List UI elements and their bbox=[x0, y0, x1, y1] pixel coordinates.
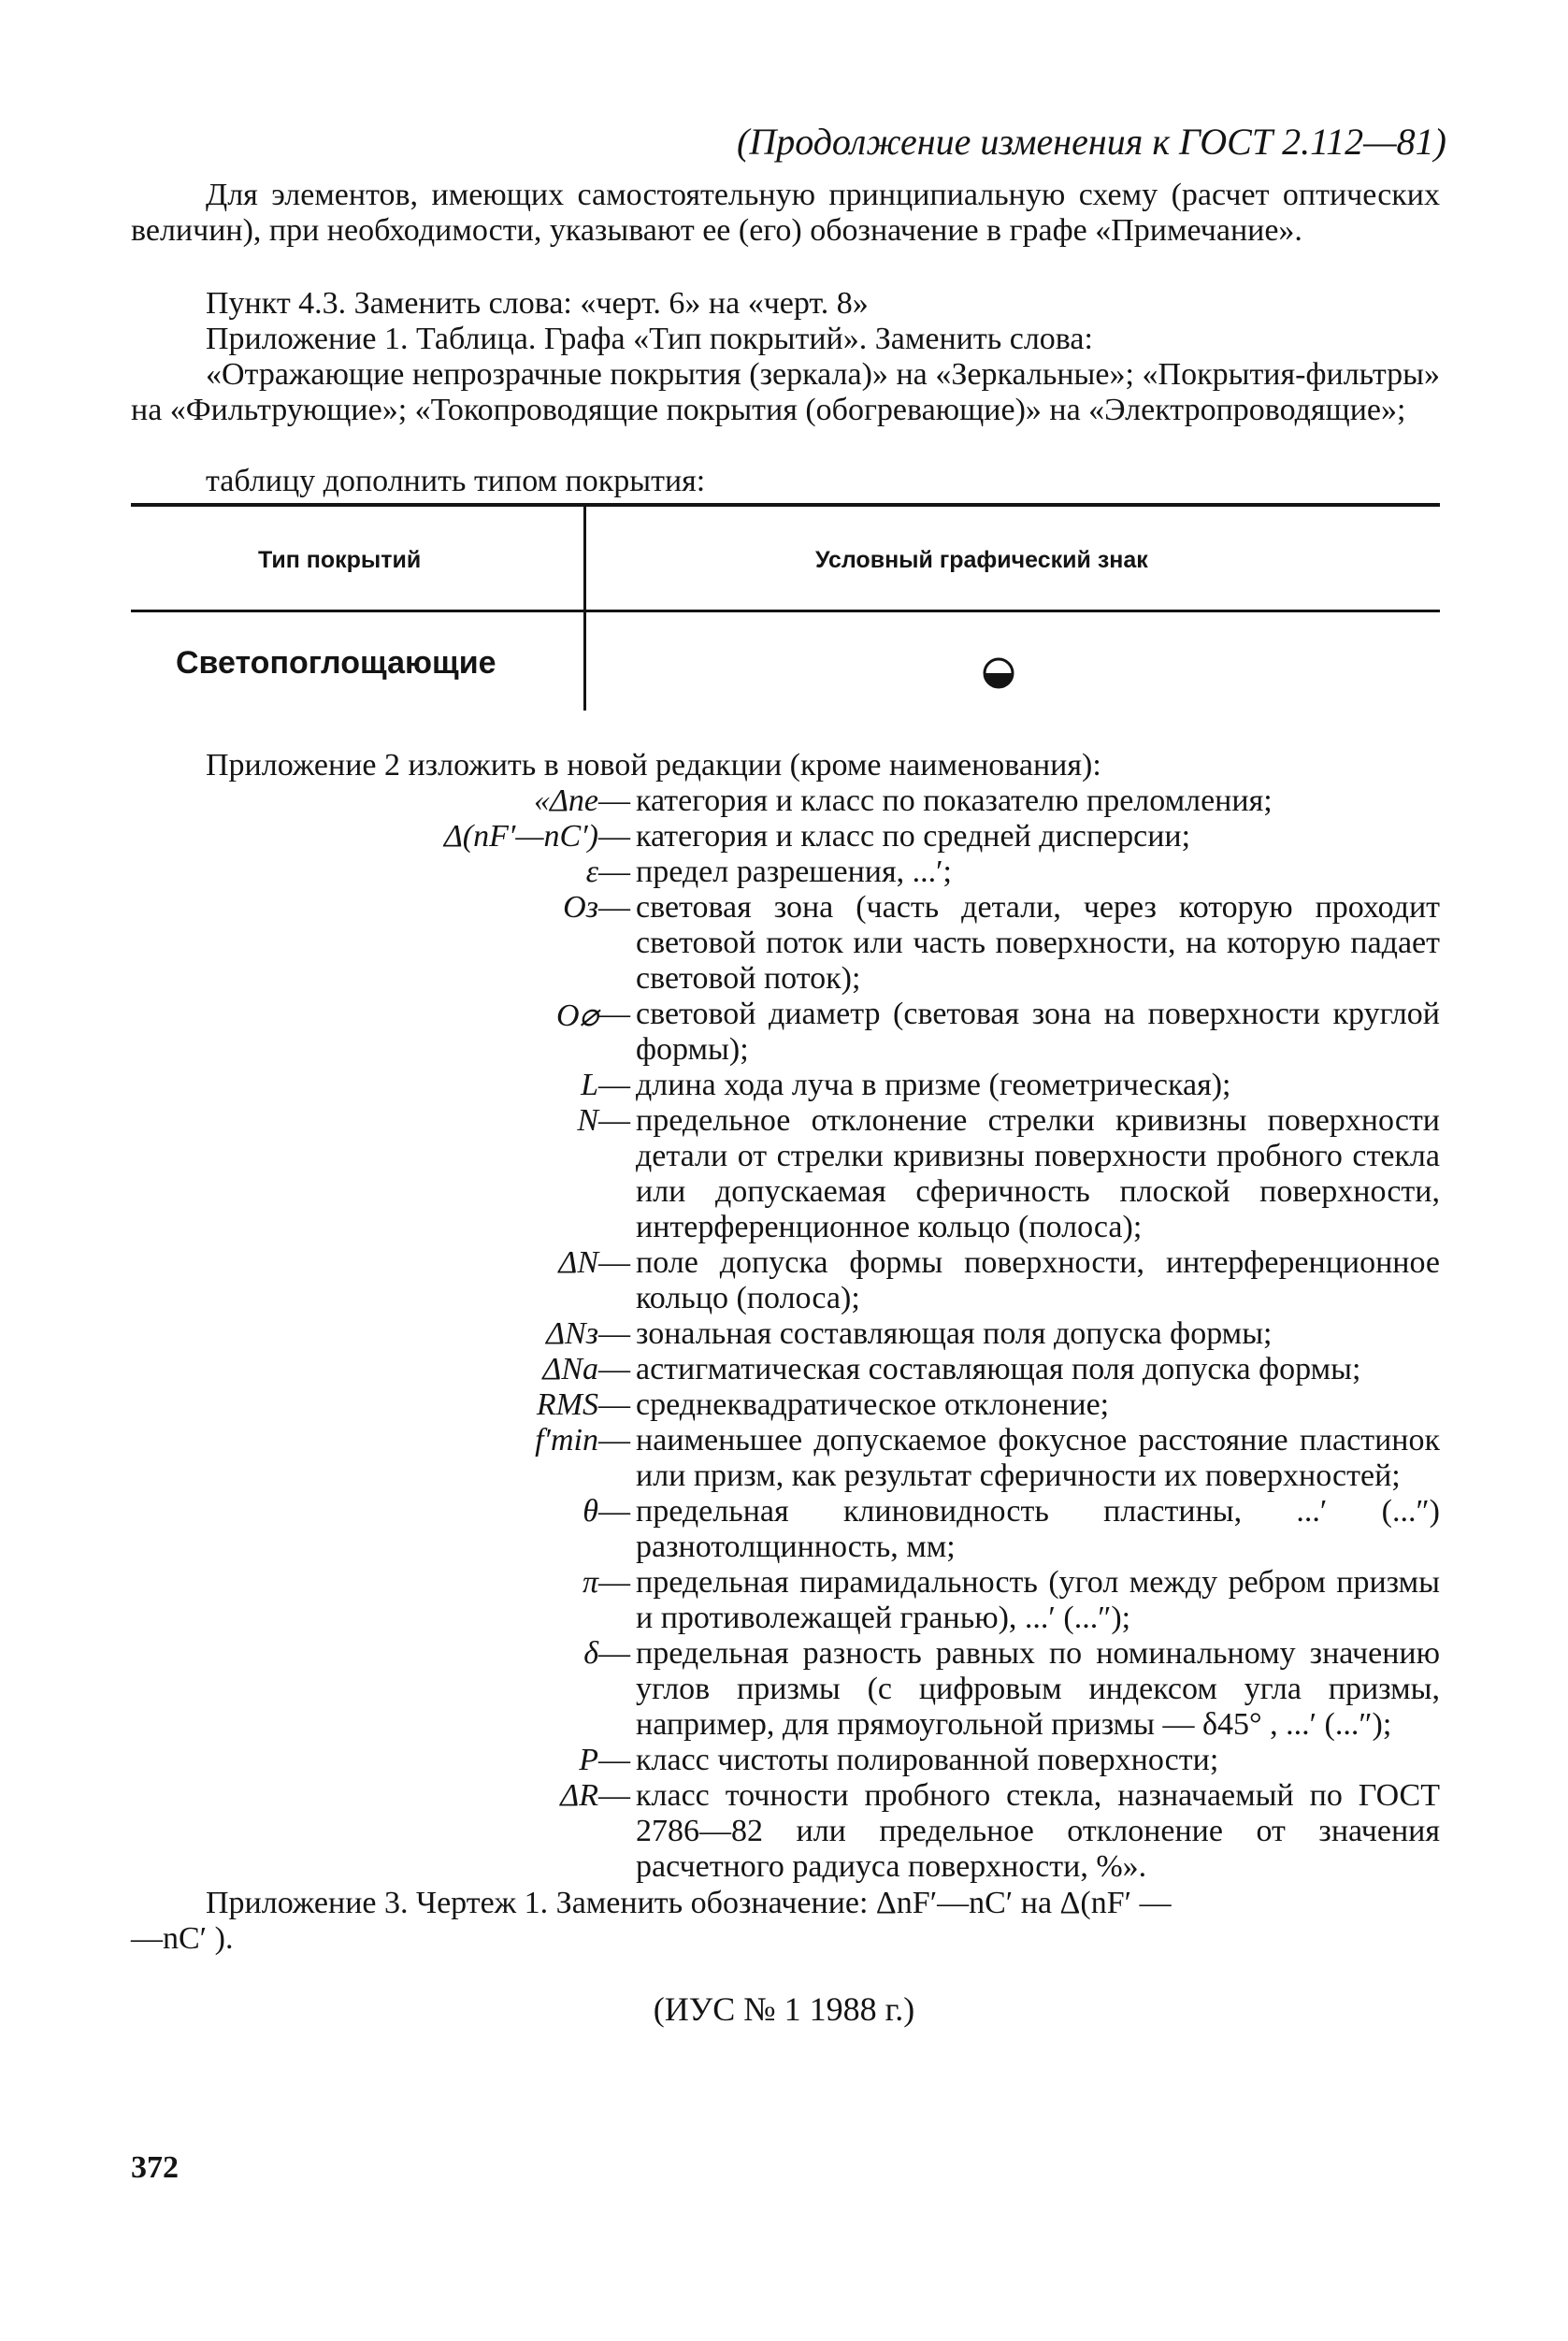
definition-text: предельная клиновидность пластины, ...′ (...″) разнотолщинность, мм; bbox=[636, 1494, 1440, 1564]
page-header: (Продолжение изменения к ГОСТ 2.112—81) bbox=[737, 121, 1446, 163]
definition-text: астигматическая составляющая поля допуска формы; bbox=[636, 1352, 1361, 1386]
definition-symbol: O⌀ bbox=[555, 998, 598, 1033]
half-filled-circle-icon bbox=[980, 654, 1017, 692]
definition-symbol: N bbox=[577, 1103, 598, 1138]
definition-symbol: δ bbox=[583, 1636, 598, 1671]
definition-symbol: P bbox=[579, 1743, 598, 1777]
definition-symbol: ΔNз bbox=[546, 1316, 598, 1351]
definition-symbol: ΔN bbox=[558, 1245, 598, 1280]
definition-text: класс точности пробного стекла, назначаемый по ГОСТ 2786—82 или предельное отклонение от значения расчетного радиуса поверхности, %». bbox=[636, 1778, 1440, 1884]
definition-text: предельное отклонение стрелки кривизны поверхности детали от стрелки кривизны поверхности пробного стекла или допускаемая сферичность плоской поверхности, интерференционное кольцо (полоса); bbox=[636, 1103, 1440, 1244]
table-header-graphic-symbol: Условный графический знак bbox=[815, 547, 1148, 573]
table-header-rule bbox=[131, 610, 1440, 612]
paragraph-elements-note: Для элементов, имеющих самостоятельную принципиальную схему (расчет оптических величин), при необходимости, указывают ее (его) обозначение в графе «Примечание». bbox=[131, 178, 1440, 248]
page-number: 372 bbox=[131, 2150, 179, 2185]
paragraph-table-intro: таблицу дополнить типом покрытия: bbox=[206, 464, 706, 498]
definition-symbol: Δ(nF′—nC′) bbox=[443, 819, 598, 854]
definition-symbol: ΔNа bbox=[542, 1352, 598, 1386]
table-cell-coating-type: Светопоглощающие bbox=[176, 645, 496, 681]
definition-symbol: θ bbox=[583, 1494, 598, 1529]
definition-text: категория и класс по показателю преломления; bbox=[636, 783, 1273, 818]
definition-text: световая зона (часть детали, через которую проходит световой поток или часть поверхности, на которую падает световой поток); bbox=[636, 890, 1440, 996]
definition-text: световой диаметр (световая зона на поверхности круглой формы); bbox=[636, 997, 1440, 1067]
paragraph-appendix-2: Приложение 2 изложить в новой редакции (кроме наименования): bbox=[206, 748, 1101, 783]
definition-text: длина хода луча в призме (геометрическая); bbox=[636, 1068, 1231, 1102]
definition-symbol: f′min bbox=[535, 1423, 598, 1458]
document-page: (Продолжение изменения к ГОСТ 2.112—81) Для элементов, имеющих самостоятельную принципиальную схему (расчет оптических величин), при необходимости, указывают ее (его) обозначение в графе «Примечание». Пункт 4.3. Заменить слова: «черт. 6» на «черт. 8» Приложение 1. Таблица. Графа «Тип покрытий». Заменить слова: «Отражающие непрозрачные покрытия (зеркала)» на «Зеркальные»; «Покрытия-фильтры» на «Фильтрующие»; «Токопроводящие покрытия (обогревающие)» на «Электропроводящие»; таблицу дополнить типом покрытия: Тип покрытий Условный графический знак Светопоглощающие Приложение 2 изложить в новой редакции (кроме наименования): «Δne — категория и класс по показателю преломления; Δ(nF′—nC′) — категория и класс по средней дисперсии; ε — предел разрешения, ...′; Oз — световая зона (часть детали, через которую проходит световой поток или часть поверхности, на которую падает световой поток); O⌀ — световой диаметр (световая зона на поверхности круглой формы); L — длина хода луча в призме (геометрическая); N — предельное отклонение стрелки кривизны поверхности детали от стрелки кривизны поверхности пробного стекла или допускаемая сферичность плоской поверхности, интерференционное кольцо (полоса); ΔN — поле допуска формы поверхности, интерференционное кольцо (полоса); ΔNз — зональная составляющая поля допуска формы; ΔNа — астигматическая составляющая поля допуска формы; RMS — среднеквадратическое отклонение; f′min — наименьшее допускаемое фокусное расстояние пластинок или призм, как результат сферичности их поверхностей; θ — предельная клиновидность пластины, ...′ (...″) разнотолщинность, мм; π — предельная пирамидальность (угол между ребром призмы и противолежащей гранью), ...′ (...″); δ — предельная разность равных по номинальному значению углов призмы (с цифровым индексом угла призмы, например, для прямоугольной призмы — δ45° , ...′ (...″); P — класс чистоты полированной поверхности; ΔR — класс точности пробного стекла, назначаемый по ГОСТ 2786—82 или предельное отклонение от значения расчетного радиуса поверхности, %». Приложение 3. Чертеж 1. Заменить обозначение: ΔnF′—nC′ на Δ(nF′ — —nC′ ). (ИУС № 1 1988 г.) 372 bbox=[0, 0, 1568, 2341]
table-column-separator bbox=[583, 503, 586, 711]
definition-text: класс чистоты полированной поверхности; bbox=[636, 1743, 1219, 1777]
paragraph-appendix-1: Приложение 1. Таблица. Графа «Тип покрытий». Заменить слова: bbox=[206, 322, 1093, 356]
paragraph-appendix-3-continuation: —nC′ ). bbox=[131, 1921, 234, 1956]
definition-symbol: «Δne bbox=[533, 783, 598, 818]
definition-text: категория и класс по средней дисперсии; bbox=[636, 819, 1191, 854]
definition-symbol: RMS bbox=[536, 1387, 598, 1422]
definition-text: наименьшее допускаемое фокусное расстояние пластинок или призм, как результат сферичности их поверхностей; bbox=[636, 1423, 1440, 1493]
definition-symbol: Oз bbox=[563, 890, 598, 925]
table-top-rule bbox=[131, 503, 1440, 507]
definition-symbol: L bbox=[581, 1068, 598, 1102]
definition-text: среднеквадратическое отклонение; bbox=[636, 1387, 1110, 1422]
definition-text: поле допуска формы поверхности, интерференционное кольцо (полоса); bbox=[636, 1245, 1440, 1315]
definition-text: зональная составляющая поля допуска формы; bbox=[636, 1316, 1273, 1351]
definition-symbol: ΔR bbox=[560, 1778, 598, 1813]
paragraph-coating-replacements: «Отражающие непрозрачные покрытия (зеркала)» на «Зеркальные»; «Покрытия-фильтры» на «Фильтрующие»; «Токопроводящие покрытия (обогревающие)» на «Электропроводящие»; bbox=[131, 357, 1440, 427]
table-header-coating-type: Тип покрытий bbox=[258, 547, 422, 573]
definition-text: предельная разность равных по номинальному значению углов призмы (с цифровым индексом угла призмы, например, для прямоугольной призмы — δ45° , ...′ (...″); bbox=[636, 1636, 1440, 1742]
definition-text: предел разрешения, ...′; bbox=[636, 855, 952, 889]
definition-symbol: π bbox=[582, 1565, 598, 1600]
paragraph-item-4-3: Пункт 4.3. Заменить слова: «черт. 6» на «черт. 8» bbox=[206, 286, 869, 321]
paragraph-appendix-3: Приложение 3. Чертеж 1. Заменить обозначение: ΔnF′—nC′ на Δ(nF′ — bbox=[206, 1886, 1172, 1920]
ius-reference: (ИУС № 1 1988 г.) bbox=[653, 1990, 915, 2028]
definition-symbol: ε bbox=[585, 855, 598, 889]
definition-text: предельная пирамидальность (угол между ребром призмы и противолежащей гранью), ...′ (...″); bbox=[636, 1565, 1440, 1635]
